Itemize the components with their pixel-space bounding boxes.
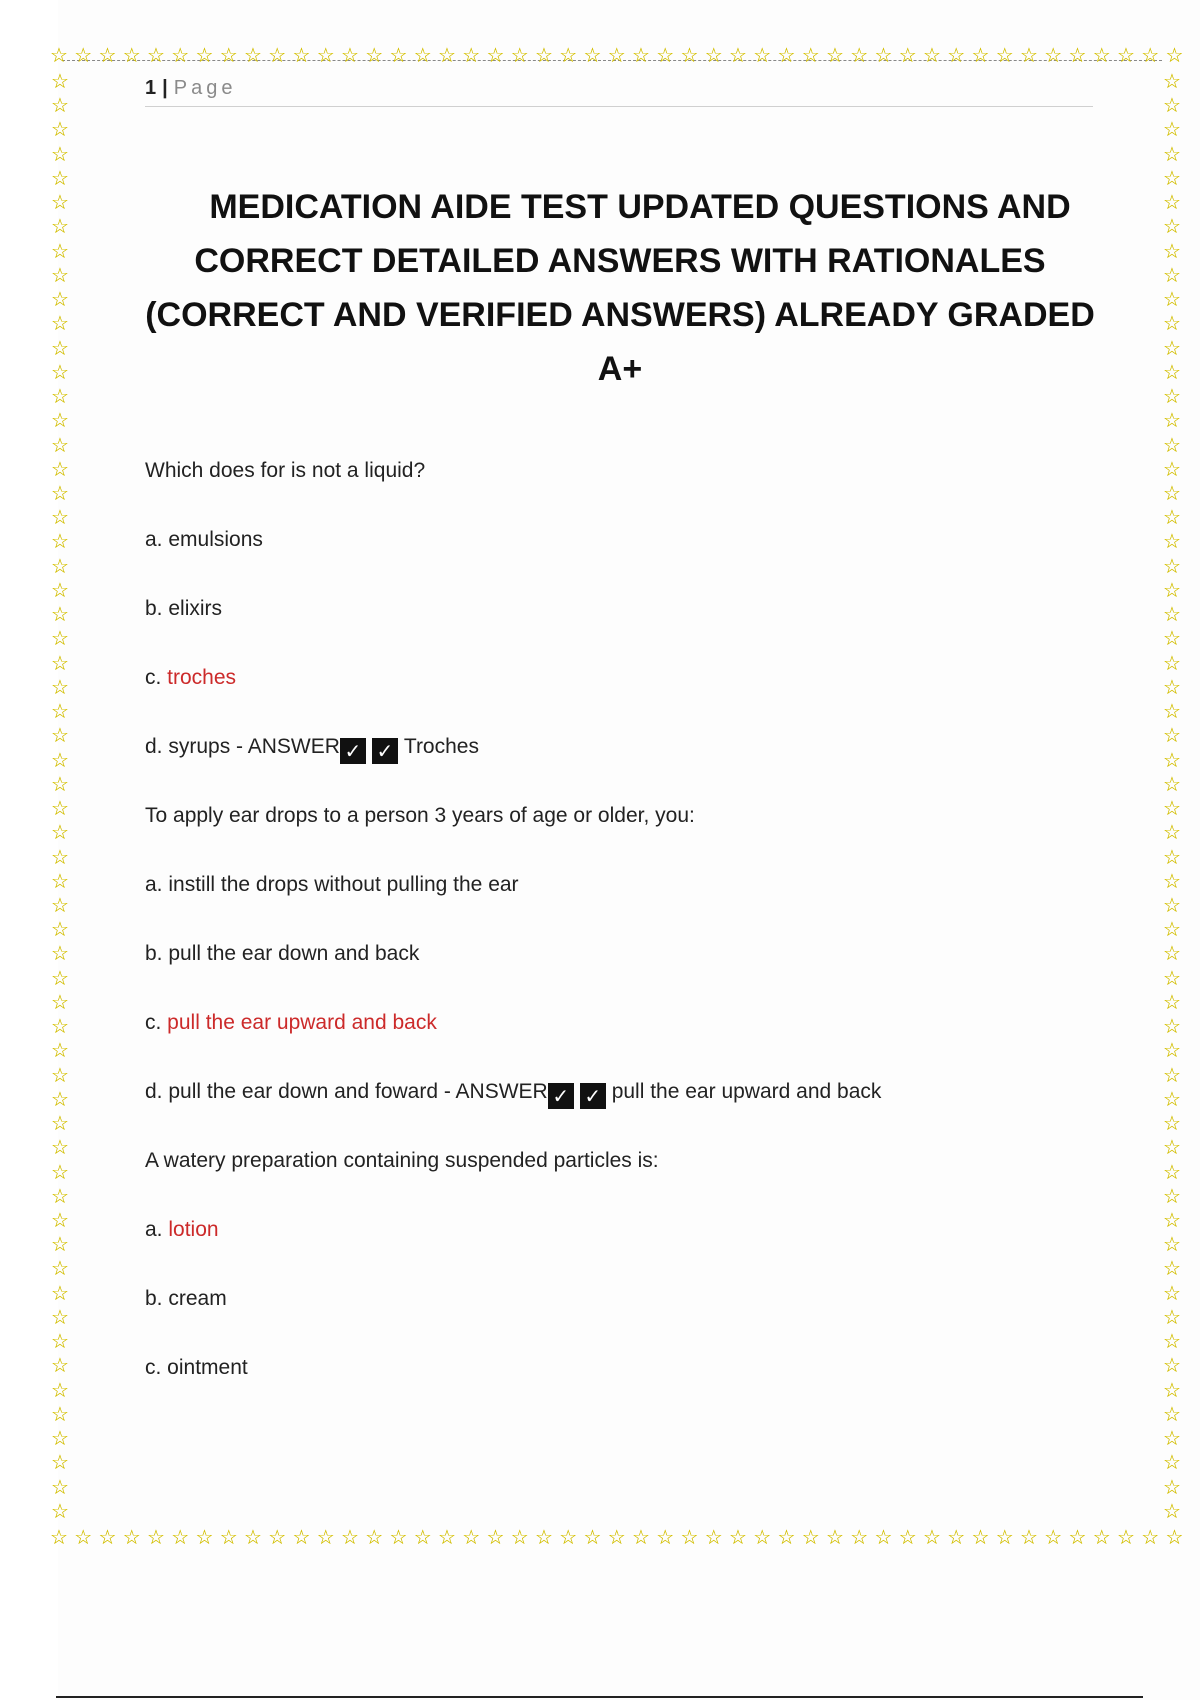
star-icon: ☆ — [1163, 1137, 1181, 1160]
star-icon: ☆ — [1163, 1016, 1181, 1039]
star-icon: ☆ — [51, 507, 69, 530]
star-icon: ☆ — [51, 676, 69, 699]
star-icon: ☆ — [316, 1528, 335, 1549]
star-icon: ☆ — [195, 1528, 214, 1549]
star-icon: ☆ — [1163, 1234, 1181, 1257]
star-icon: ☆ — [51, 1161, 69, 1184]
star-icon: ☆ — [801, 1528, 820, 1549]
star-icon: ☆ — [413, 46, 432, 67]
star-icon: ☆ — [51, 773, 69, 796]
star-icon: ☆ — [1163, 1306, 1181, 1329]
star-icon: ☆ — [147, 1528, 165, 1549]
star-icon: ☆ — [1163, 991, 1181, 1014]
star-icon: ☆ — [583, 1528, 602, 1549]
star-icon: ☆ — [1163, 264, 1181, 287]
star-icon: ☆ — [1163, 652, 1181, 675]
star-icon: ☆ — [1163, 240, 1181, 263]
star-icon: ☆ — [898, 46, 917, 67]
star-icon: ☆ — [1163, 313, 1181, 336]
star-icon: ☆ — [316, 46, 335, 67]
star-icon: ☆ — [51, 1258, 69, 1281]
title-line-4: A+ — [597, 350, 643, 388]
star-icon: ☆ — [1020, 1528, 1038, 1549]
star-icon: ☆ — [1163, 531, 1181, 554]
star-icon: ☆ — [656, 1528, 675, 1549]
question-1-prompt: Which does for is not a liquid? — [145, 459, 426, 482]
star-icon: ☆ — [219, 46, 238, 67]
star-icon: ☆ — [98, 1528, 117, 1549]
star-icon: ☆ — [74, 1528, 93, 1549]
star-icon: ☆ — [1163, 1282, 1181, 1305]
star-icon: ☆ — [1092, 46, 1111, 67]
star-icon: ☆ — [1117, 46, 1135, 67]
star-icon: ☆ — [51, 967, 69, 990]
star-icon: ☆ — [583, 46, 602, 67]
star-icon: ☆ — [51, 1064, 69, 1087]
star-icon: ☆ — [51, 119, 69, 142]
star-icon: ☆ — [753, 1528, 772, 1549]
star-icon: ☆ — [51, 531, 69, 554]
star-icon: ☆ — [1163, 192, 1181, 215]
star-icon: ☆ — [341, 1528, 359, 1549]
page-separator: | — [162, 77, 168, 99]
star-icon: ☆ — [268, 46, 287, 67]
star-icon: ☆ — [1163, 773, 1181, 796]
star-icon: ☆ — [995, 46, 1014, 67]
star-icon: ☆ — [51, 1210, 69, 1233]
correct-option-text: pull the ear upward and back — [167, 1011, 437, 1034]
star-icon: ☆ — [244, 46, 262, 67]
star-icon: ☆ — [801, 46, 820, 67]
star-icon: ☆ — [777, 46, 796, 67]
star-icon: ☆ — [51, 386, 69, 409]
star-border-top — [48, 46, 1186, 70]
star-icon: ☆ — [680, 1528, 699, 1549]
star-icon: ☆ — [51, 1088, 69, 1111]
star-icon: ☆ — [1163, 1500, 1181, 1522]
option-prefix: a. — [145, 1218, 169, 1241]
star-icon: ☆ — [1163, 749, 1181, 772]
star-icon: ☆ — [51, 216, 69, 239]
question-3-option-c: c. ointment — [145, 1356, 248, 1379]
star-icon: ☆ — [632, 1528, 650, 1549]
star-icon: ☆ — [1117, 1528, 1135, 1549]
star-icon: ☆ — [1163, 1428, 1181, 1451]
star-icon: ☆ — [51, 1500, 69, 1522]
star-icon: ☆ — [122, 46, 141, 67]
star-icon: ☆ — [1092, 1528, 1111, 1549]
star-icon: ☆ — [971, 1528, 990, 1549]
star-icon: ☆ — [268, 1528, 287, 1549]
star-icon: ☆ — [244, 1528, 262, 1549]
star-icon: ☆ — [219, 1528, 238, 1549]
star-icon: ☆ — [341, 46, 359, 67]
star-icon: ☆ — [486, 1528, 505, 1549]
star-icon: ☆ — [1163, 216, 1181, 239]
star-icon: ☆ — [51, 628, 69, 651]
star-icon: ☆ — [1163, 1064, 1181, 1087]
star-icon: ☆ — [1163, 1403, 1181, 1426]
check-box-icon: ✓ — [548, 1083, 574, 1109]
star-icon: ☆ — [1163, 119, 1181, 142]
page-header — [145, 74, 1093, 107]
star-icon: ☆ — [947, 1528, 966, 1549]
star-icon: ☆ — [51, 1113, 69, 1136]
star-icon: ☆ — [438, 46, 456, 67]
star-icon: ☆ — [947, 46, 966, 67]
star-icon: ☆ — [1163, 361, 1181, 384]
star-icon: ☆ — [971, 46, 990, 67]
star-icon: ☆ — [1163, 289, 1181, 312]
star-icon: ☆ — [51, 725, 69, 748]
star-icon: ☆ — [1163, 1088, 1181, 1111]
star-icon: ☆ — [1068, 46, 1087, 67]
answer-text: pull the ear upward and back — [611, 1080, 882, 1103]
star-icon: ☆ — [51, 1234, 69, 1257]
option-prefix: c. — [145, 1011, 168, 1034]
star-icon: ☆ — [1163, 579, 1181, 602]
star-icon: ☆ — [51, 1403, 69, 1426]
question-3-option-a — [145, 1216, 1095, 1285]
star-icon: ☆ — [1165, 1528, 1184, 1549]
star-icon: ☆ — [923, 46, 941, 67]
star-icon: ☆ — [1044, 46, 1063, 67]
star-icon: ☆ — [874, 1528, 893, 1549]
star-icon: ☆ — [389, 46, 408, 67]
star-icon: ☆ — [535, 46, 553, 67]
star-icon: ☆ — [1163, 386, 1181, 409]
star-icon: ☆ — [51, 1040, 69, 1063]
star-icon: ☆ — [826, 1528, 844, 1549]
star-border-right — [1160, 72, 1184, 1522]
star-icon: ☆ — [1020, 46, 1038, 67]
star-icon: ☆ — [656, 46, 675, 67]
question-2-option-d — [145, 1078, 1095, 1147]
star-icon: ☆ — [1163, 507, 1181, 530]
star-icon: ☆ — [147, 46, 165, 67]
star-icon: ☆ — [1044, 1528, 1063, 1549]
star-icon: ☆ — [1163, 725, 1181, 748]
star-icon: ☆ — [413, 1528, 432, 1549]
star-icon: ☆ — [51, 919, 69, 942]
star-icon: ☆ — [51, 701, 69, 724]
star-icon: ☆ — [1163, 1355, 1181, 1378]
star-icon: ☆ — [51, 337, 69, 360]
star-icon: ☆ — [51, 652, 69, 675]
star-icon: ☆ — [1163, 555, 1181, 578]
star-icon: ☆ — [51, 1306, 69, 1329]
star-icon: ☆ — [1163, 143, 1181, 166]
star-icon: ☆ — [50, 46, 68, 67]
check-box-icon: ✓ — [580, 1083, 606, 1109]
correct-option-text: troches — [167, 666, 237, 689]
star-icon: ☆ — [122, 1528, 141, 1549]
star-icon: ☆ — [51, 894, 69, 917]
star-icon: ☆ — [195, 46, 214, 67]
star-icon: ☆ — [171, 1528, 190, 1549]
star-icon: ☆ — [389, 1528, 408, 1549]
star-icon: ☆ — [1163, 482, 1181, 505]
question-2-option-b: b. pull the ear down and back — [145, 942, 420, 965]
star-icon: ☆ — [51, 313, 69, 336]
star-icon: ☆ — [51, 822, 69, 845]
question-3-prompt: A watery preparation containing suspended particles is: — [145, 1149, 659, 1172]
star-icon: ☆ — [1163, 410, 1181, 433]
star-icon: ☆ — [51, 579, 69, 602]
star-icon: ☆ — [51, 1452, 69, 1475]
star-icon: ☆ — [51, 1016, 69, 1039]
star-icon: ☆ — [1163, 967, 1181, 990]
star-icon: ☆ — [1163, 1331, 1181, 1354]
star-icon: ☆ — [51, 143, 69, 166]
check-box-icon: ✓ — [372, 738, 398, 764]
star-icon: ☆ — [51, 1331, 69, 1354]
star-icon: ☆ — [826, 46, 844, 67]
star-icon: ☆ — [51, 361, 69, 384]
star-icon: ☆ — [1163, 1113, 1181, 1136]
star-border-left — [48, 72, 72, 1522]
star-icon: ☆ — [850, 1528, 869, 1549]
correct-option-text: lotion — [168, 1218, 219, 1241]
star-icon: ☆ — [607, 46, 626, 67]
star-icon: ☆ — [1163, 1258, 1181, 1281]
document-title — [145, 180, 1095, 396]
star-icon: ☆ — [51, 604, 69, 627]
answer-text: Troches — [403, 735, 479, 758]
star-icon: ☆ — [1163, 458, 1181, 481]
star-icon: ☆ — [51, 870, 69, 893]
title-line-2: CORRECT DETAILED ANSWERS WITH RATIONALES — [194, 242, 1046, 280]
star-icon: ☆ — [1068, 1528, 1087, 1549]
star-icon: ☆ — [874, 46, 893, 67]
star-icon: ☆ — [51, 555, 69, 578]
star-icon: ☆ — [51, 167, 69, 190]
star-icon: ☆ — [292, 1528, 311, 1549]
page-number: 1 — [145, 77, 157, 99]
question-3-option-b: b. cream — [145, 1287, 227, 1310]
star-icon: ☆ — [1163, 72, 1181, 93]
star-icon: ☆ — [1163, 1210, 1181, 1233]
question-1-option-c — [145, 664, 1095, 733]
star-icon: ☆ — [1163, 1452, 1181, 1475]
star-icon: ☆ — [365, 1528, 384, 1549]
star-icon: ☆ — [51, 1355, 69, 1378]
star-icon: ☆ — [1163, 701, 1181, 724]
title-line-1: MEDICATION AIDE TEST UPDATED QUESTIONS AND — [209, 188, 1071, 226]
star-icon: ☆ — [365, 46, 384, 67]
star-icon: ☆ — [559, 46, 578, 67]
question-1-option-d — [145, 733, 1095, 802]
star-icon: ☆ — [1141, 1528, 1160, 1549]
star-icon: ☆ — [51, 95, 69, 118]
star-icon: ☆ — [292, 46, 311, 67]
star-icon: ☆ — [51, 1428, 69, 1451]
star-icon: ☆ — [729, 46, 747, 67]
star-icon: ☆ — [753, 46, 772, 67]
star-icon: ☆ — [1163, 1476, 1181, 1499]
star-icon: ☆ — [51, 72, 69, 93]
star-icon: ☆ — [51, 1185, 69, 1208]
star-icon: ☆ — [1163, 1040, 1181, 1063]
star-icon: ☆ — [923, 1528, 941, 1549]
bottom-rule — [56, 1696, 1143, 1698]
star-icon: ☆ — [1163, 798, 1181, 821]
star-icon: ☆ — [898, 1528, 917, 1549]
option-d-text: d. pull the ear down and foward - ANSWER — [145, 1080, 548, 1103]
star-icon: ☆ — [1163, 604, 1181, 627]
star-icon: ☆ — [704, 46, 723, 67]
star-icon: ☆ — [995, 1528, 1014, 1549]
star-icon: ☆ — [51, 192, 69, 215]
star-icon: ☆ — [51, 1379, 69, 1402]
question-1-option-a: a. emulsions — [145, 528, 263, 551]
star-icon: ☆ — [51, 1282, 69, 1305]
star-icon: ☆ — [51, 749, 69, 772]
star-icon: ☆ — [729, 1528, 747, 1549]
star-icon: ☆ — [1163, 919, 1181, 942]
title-line-3: (CORRECT AND VERIFIED ANSWERS) ALREADY GRADED — [145, 296, 1095, 334]
star-icon: ☆ — [680, 46, 699, 67]
star-icon: ☆ — [51, 991, 69, 1014]
question-1-option-b: b. elixirs — [145, 597, 223, 620]
star-icon: ☆ — [1163, 870, 1181, 893]
star-icon: ☆ — [1163, 628, 1181, 651]
star-icon: ☆ — [535, 1528, 553, 1549]
star-icon: ☆ — [51, 1137, 69, 1160]
star-icon: ☆ — [462, 1528, 481, 1549]
star-icon: ☆ — [850, 46, 869, 67]
check-box-icon: ✓ — [340, 738, 366, 764]
star-icon: ☆ — [50, 1528, 68, 1549]
star-icon: ☆ — [51, 482, 69, 505]
star-icon: ☆ — [1163, 822, 1181, 845]
star-icon: ☆ — [51, 240, 69, 263]
option-prefix: c. — [145, 666, 168, 689]
star-icon: ☆ — [438, 1528, 456, 1549]
star-icon: ☆ — [1163, 676, 1181, 699]
star-icon: ☆ — [1163, 95, 1181, 118]
star-icon: ☆ — [1163, 1185, 1181, 1208]
page-label: Page — [173, 77, 237, 99]
star-icon: ☆ — [704, 1528, 723, 1549]
star-icon: ☆ — [51, 264, 69, 287]
star-icon: ☆ — [632, 46, 650, 67]
star-icon: ☆ — [98, 46, 117, 67]
star-icon: ☆ — [171, 46, 190, 67]
star-icon: ☆ — [1163, 846, 1181, 869]
star-icon: ☆ — [486, 46, 505, 67]
star-icon: ☆ — [462, 46, 481, 67]
question-list — [145, 457, 1095, 1423]
question-2-option-a: a. instill the drops without pulling the ear — [145, 873, 519, 896]
star-icon: ☆ — [51, 434, 69, 457]
star-icon: ☆ — [51, 289, 69, 312]
question-2-prompt: To apply ear drops to a person 3 years of age or older, you: — [145, 804, 695, 827]
star-icon: ☆ — [1163, 894, 1181, 917]
star-icon: ☆ — [1163, 167, 1181, 190]
star-icon: ☆ — [607, 1528, 626, 1549]
star-icon: ☆ — [51, 943, 69, 966]
star-icon: ☆ — [510, 1528, 529, 1549]
star-icon: ☆ — [1163, 434, 1181, 457]
star-icon: ☆ — [51, 458, 69, 481]
star-icon: ☆ — [1163, 1379, 1181, 1402]
star-icon: ☆ — [1163, 943, 1181, 966]
star-icon: ☆ — [1163, 1161, 1181, 1184]
star-border-bottom — [48, 1528, 1186, 1552]
star-icon: ☆ — [777, 1528, 796, 1549]
star-icon: ☆ — [51, 798, 69, 821]
star-icon: ☆ — [51, 846, 69, 869]
star-icon: ☆ — [1165, 46, 1184, 67]
star-icon: ☆ — [510, 46, 529, 67]
star-icon: ☆ — [51, 1476, 69, 1499]
star-icon: ☆ — [1163, 337, 1181, 360]
star-icon: ☆ — [1141, 46, 1160, 67]
star-icon: ☆ — [74, 46, 93, 67]
star-icon: ☆ — [51, 410, 69, 433]
question-2-option-c — [145, 1009, 1095, 1078]
star-icon: ☆ — [559, 1528, 578, 1549]
option-d-text: d. syrups - ANSWER — [145, 735, 340, 758]
